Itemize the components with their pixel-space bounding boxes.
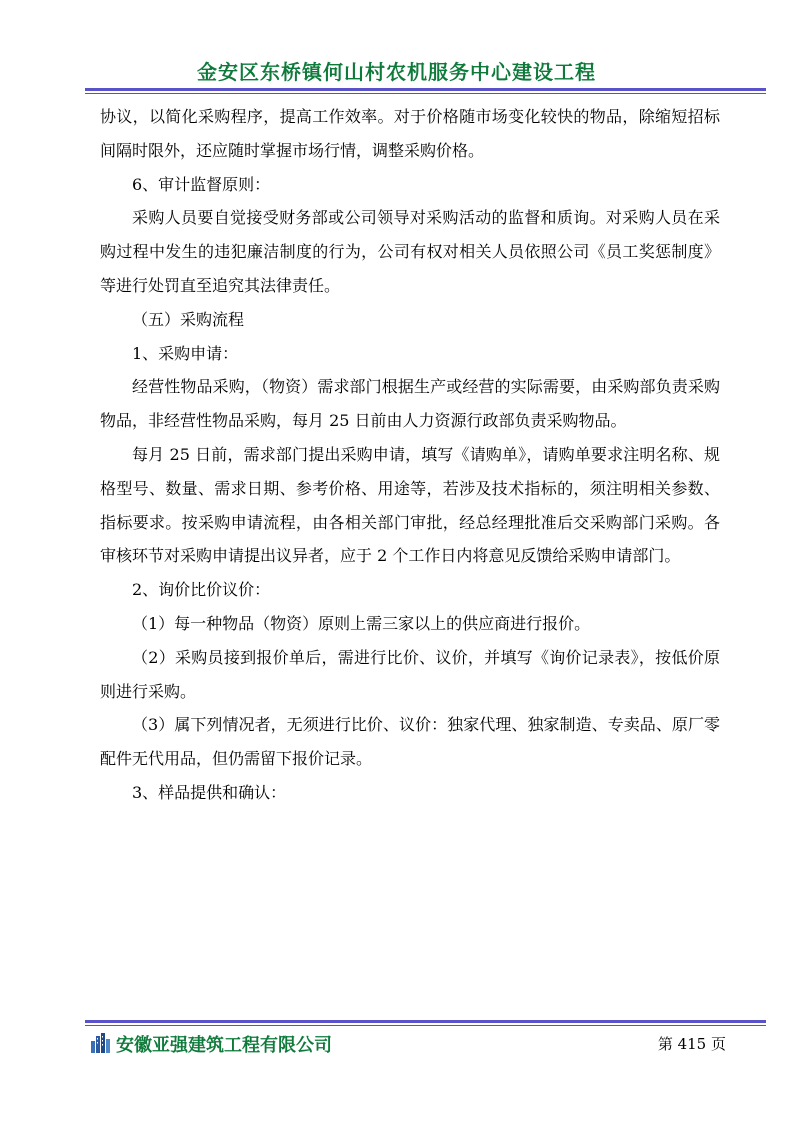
footer-rule-thick	[85, 1020, 766, 1023]
page-number: 第 415 页	[657, 1035, 726, 1053]
paragraph: （3）属下列情况者，无须进行比价、议价：独家代理、独家制造、专卖品、原厂零配件无代用品，但仍需留下报价记录。	[100, 715, 720, 769]
document-body	[100, 100, 720, 810]
paragraph: 6、审计监督原则：	[132, 174, 271, 194]
paragraph: 每月 25 日前，需求部门提出采购申请，填写《请购单》，请购单要求注明名称、规格型号、数量、需求日期、参考价格、用途等，若涉及技术指标的，须注明相关参数、指标要求。按采购申请流程，由各相关部门审批，经总经理批准后交采购部门采购。各审核环节对采购申请提出议异者，应于 2 个工作日内将意见反馈给采购申请部门。	[100, 444, 720, 566]
paragraph: 协议，以简化采购程序，提高工作效率。对于价格随市场变化较快的物品，除缩短招标间隔时限外，还应随时掌握市场行情，调整采购价格。	[100, 107, 720, 160]
header-title: 金安区东桥镇何山村农机服务中心建设工程	[197, 60, 596, 84]
paragraph: （2）采购员接到报价单后，需进行比价、议价，并填写《询价记录表》，按低价原则进行采购。	[100, 647, 720, 701]
paragraph: （1）每一种物品（物资）原则上需三家以上的供应商进行报价。	[132, 613, 591, 633]
company-name: 安徽亚强建筑工程有限公司	[116, 1035, 332, 1056]
paragraph: 3、样品提供和确认：	[132, 782, 287, 802]
header-rule-thin	[85, 93, 766, 94]
paragraph: 采购人员要自觉接受财务部或公司领导对采购活动的监督和质询。对采购人员在采购过程中发生的违犯廉洁制度的行为，公司有权对相关人员依照公司《员工奖惩制度》等进行处罚直至追究其法律责任。	[100, 208, 720, 295]
page-footer	[90, 1031, 766, 1057]
section-heading: （五）采购流程	[132, 309, 245, 329]
footer-rule-thin	[85, 1025, 766, 1026]
paragraph: 经营性物品采购，（物资）需求部门根据生产或经营的实际需要，由采购部负责采购物品，非经营性物品采购，每月 25 日前由人力资源行政部负责采购物品。	[100, 377, 720, 431]
header-rule-thick	[85, 88, 766, 91]
paragraph: 1、采购申请：	[132, 343, 239, 363]
paragraph: 2、询价比价议价：	[132, 580, 271, 600]
building-logo-icon	[90, 1033, 112, 1053]
